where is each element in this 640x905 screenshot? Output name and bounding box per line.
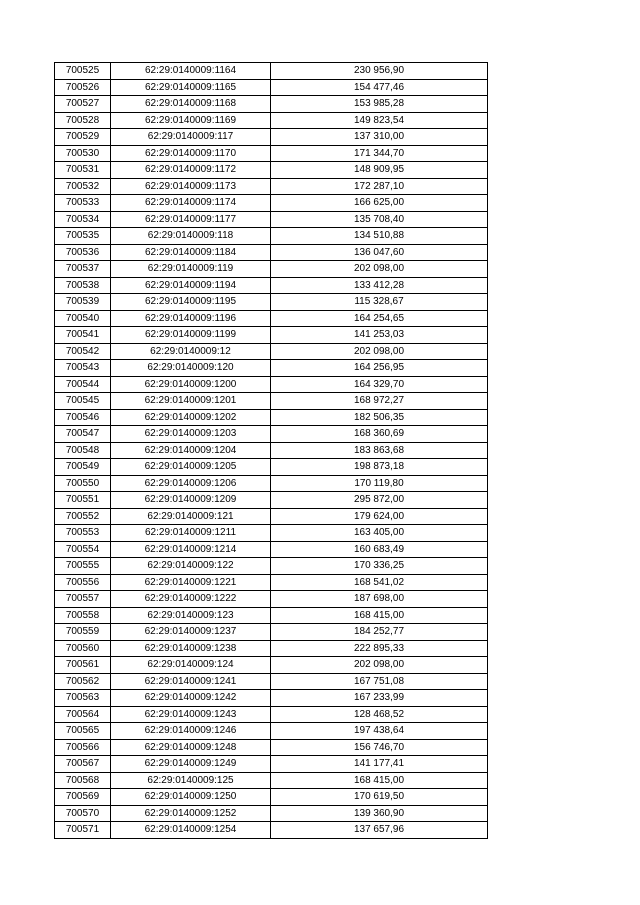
table-row	[55, 112, 488, 129]
row-number-cell: 700554	[55, 541, 111, 558]
cadastral-number-cell: 62:29:0140009:1238	[111, 640, 271, 657]
cadastral-number-cell: 62:29:0140009:1211	[111, 525, 271, 542]
cadastral-number-cell: 62:29:0140009:124	[111, 657, 271, 674]
cadastral-value-cell: 136 047,60	[271, 244, 488, 261]
cadastral-number-cell: 62:29:0140009:12	[111, 343, 271, 360]
table-row	[55, 376, 488, 393]
table-row	[55, 343, 488, 360]
cadastral-value-cell: 187 698,00	[271, 591, 488, 608]
cadastral-value-cell: 172 287,10	[271, 178, 488, 195]
cadastral-value-cell: 164 256,95	[271, 360, 488, 377]
table-row	[55, 508, 488, 525]
row-number-cell: 700536	[55, 244, 111, 261]
cadastral-value-cell: 166 625,00	[271, 195, 488, 212]
row-number-cell: 700526	[55, 79, 111, 96]
cadastral-value-cell: 230 956,90	[271, 63, 488, 80]
row-number-cell: 700553	[55, 525, 111, 542]
row-number-cell: 700550	[55, 475, 111, 492]
cadastral-value-cell: 168 415,00	[271, 607, 488, 624]
cadastral-number-cell: 62:29:0140009:1222	[111, 591, 271, 608]
cadastral-value-cell: 154 477,46	[271, 79, 488, 96]
table-row	[55, 96, 488, 113]
table-row	[55, 261, 488, 278]
cadastral-value-cell: 134 510,88	[271, 228, 488, 245]
row-number-cell: 700548	[55, 442, 111, 459]
row-number-cell: 700527	[55, 96, 111, 113]
table-row	[55, 360, 488, 377]
table-row	[55, 640, 488, 657]
table-row	[55, 310, 488, 327]
cadastral-value-cell: 184 252,77	[271, 624, 488, 641]
cadastral-number-cell: 62:29:0140009:1202	[111, 409, 271, 426]
row-number-cell: 700551	[55, 492, 111, 509]
cadastral-value-cell: 128 468,52	[271, 706, 488, 723]
table-row	[55, 327, 488, 344]
table-row	[55, 558, 488, 575]
cadastral-value-cell: 137 657,96	[271, 822, 488, 839]
row-number-cell: 700552	[55, 508, 111, 525]
cadastral-value-cell: 164 254,65	[271, 310, 488, 327]
cadastral-number-cell: 62:29:0140009:1174	[111, 195, 271, 212]
table-row	[55, 657, 488, 674]
row-number-cell: 700561	[55, 657, 111, 674]
cadastral-number-cell: 62:29:0140009:1165	[111, 79, 271, 96]
cadastral-value-cell: 202 098,00	[271, 657, 488, 674]
row-number-cell: 700571	[55, 822, 111, 839]
cadastral-number-cell: 62:29:0140009:1249	[111, 756, 271, 773]
table-row	[55, 525, 488, 542]
cadastral-value-table	[54, 62, 488, 839]
row-number-cell: 700525	[55, 63, 111, 80]
row-number-cell: 700568	[55, 772, 111, 789]
row-number-cell: 700565	[55, 723, 111, 740]
table-row	[55, 723, 488, 740]
row-number-cell: 700529	[55, 129, 111, 146]
cadastral-number-cell: 62:29:0140009:120	[111, 360, 271, 377]
row-number-cell: 700555	[55, 558, 111, 575]
row-number-cell: 700559	[55, 624, 111, 641]
table-row	[55, 294, 488, 311]
cadastral-value-cell: 179 624,00	[271, 508, 488, 525]
table-row	[55, 591, 488, 608]
cadastral-value-cell: 198 873,18	[271, 459, 488, 476]
table-row	[55, 492, 488, 509]
row-number-cell: 700570	[55, 805, 111, 822]
table-row	[55, 129, 488, 146]
table-body	[55, 63, 488, 839]
cadastral-number-cell: 62:29:0140009:118	[111, 228, 271, 245]
cadastral-number-cell: 62:29:0140009:1194	[111, 277, 271, 294]
table-row	[55, 162, 488, 179]
cadastral-value-cell: 156 746,70	[271, 739, 488, 756]
cadastral-number-cell: 62:29:0140009:1252	[111, 805, 271, 822]
row-number-cell: 700566	[55, 739, 111, 756]
cadastral-number-cell: 62:29:0140009:1164	[111, 63, 271, 80]
table-row	[55, 277, 488, 294]
row-number-cell: 700531	[55, 162, 111, 179]
cadastral-value-cell: 135 708,40	[271, 211, 488, 228]
cadastral-number-cell: 62:29:0140009:1209	[111, 492, 271, 509]
table-row	[55, 805, 488, 822]
row-number-cell: 700557	[55, 591, 111, 608]
row-number-cell: 700560	[55, 640, 111, 657]
table-row	[55, 442, 488, 459]
table-row	[55, 690, 488, 707]
cadastral-number-cell: 62:29:0140009:1168	[111, 96, 271, 113]
cadastral-number-cell: 62:29:0140009:1172	[111, 162, 271, 179]
cadastral-number-cell: 62:29:0140009:1214	[111, 541, 271, 558]
cadastral-number-cell: 62:29:0140009:1250	[111, 789, 271, 806]
cadastral-value-cell: 171 344,70	[271, 145, 488, 162]
row-number-cell: 700537	[55, 261, 111, 278]
cadastral-value-cell: 164 329,70	[271, 376, 488, 393]
row-number-cell: 700545	[55, 393, 111, 410]
table-row	[55, 475, 488, 492]
table-row	[55, 459, 488, 476]
table-row	[55, 145, 488, 162]
row-number-cell: 700569	[55, 789, 111, 806]
row-number-cell: 700562	[55, 673, 111, 690]
cadastral-number-cell: 62:29:0140009:1254	[111, 822, 271, 839]
row-number-cell: 700556	[55, 574, 111, 591]
table-row	[55, 541, 488, 558]
cadastral-number-cell: 62:29:0140009:1177	[111, 211, 271, 228]
row-number-cell: 700549	[55, 459, 111, 476]
table-row	[55, 79, 488, 96]
cadastral-value-cell: 163 405,00	[271, 525, 488, 542]
cadastral-number-cell: 62:29:0140009:1200	[111, 376, 271, 393]
table-row	[55, 574, 488, 591]
cadastral-value-cell: 295 872,00	[271, 492, 488, 509]
cadastral-value-cell: 141 177,41	[271, 756, 488, 773]
cadastral-value-cell: 167 751,08	[271, 673, 488, 690]
cadastral-number-cell: 62:29:0140009:1203	[111, 426, 271, 443]
table-row	[55, 195, 488, 212]
cadastral-value-cell: 202 098,00	[271, 261, 488, 278]
cadastral-number-cell: 62:29:0140009:1221	[111, 574, 271, 591]
cadastral-value-cell: 168 360,69	[271, 426, 488, 443]
table-row	[55, 739, 488, 756]
table-row	[55, 63, 488, 80]
cadastral-value-cell: 133 412,28	[271, 277, 488, 294]
cadastral-value-cell: 153 985,28	[271, 96, 488, 113]
cadastral-number-cell: 62:29:0140009:1196	[111, 310, 271, 327]
table-row	[55, 393, 488, 410]
row-number-cell: 700541	[55, 327, 111, 344]
row-number-cell: 700567	[55, 756, 111, 773]
cadastral-number-cell: 62:29:0140009:122	[111, 558, 271, 575]
cadastral-number-cell: 62:29:0140009:1243	[111, 706, 271, 723]
cadastral-value-cell: 160 683,49	[271, 541, 488, 558]
table-row	[55, 426, 488, 443]
row-number-cell: 700546	[55, 409, 111, 426]
cadastral-value-cell: 182 506,35	[271, 409, 488, 426]
cadastral-number-cell: 62:29:0140009:1206	[111, 475, 271, 492]
table-row	[55, 789, 488, 806]
cadastral-value-cell: 137 310,00	[271, 129, 488, 146]
cadastral-number-cell: 62:29:0140009:121	[111, 508, 271, 525]
cadastral-value-cell: 149 823,54	[271, 112, 488, 129]
cadastral-number-cell: 62:29:0140009:123	[111, 607, 271, 624]
table-row	[55, 178, 488, 195]
cadastral-number-cell: 62:29:0140009:1170	[111, 145, 271, 162]
row-number-cell: 700547	[55, 426, 111, 443]
cadastral-number-cell: 62:29:0140009:1204	[111, 442, 271, 459]
cadastral-number-cell: 62:29:0140009:1173	[111, 178, 271, 195]
cadastral-value-cell: 170 119,80	[271, 475, 488, 492]
row-number-cell: 700543	[55, 360, 111, 377]
cadastral-number-cell: 62:29:0140009:1199	[111, 327, 271, 344]
table-row	[55, 624, 488, 641]
cadastral-number-cell: 62:29:0140009:1205	[111, 459, 271, 476]
table-row	[55, 822, 488, 839]
cadastral-value-cell: 170 619,50	[271, 789, 488, 806]
row-number-cell: 700534	[55, 211, 111, 228]
row-number-cell: 700530	[55, 145, 111, 162]
table-row	[55, 228, 488, 245]
cadastral-number-cell: 62:29:0140009:1241	[111, 673, 271, 690]
table-row	[55, 211, 488, 228]
cadastral-value-cell: 148 909,95	[271, 162, 488, 179]
cadastral-value-cell: 183 863,68	[271, 442, 488, 459]
row-number-cell: 700542	[55, 343, 111, 360]
row-number-cell: 700540	[55, 310, 111, 327]
cadastral-number-cell: 62:29:0140009:1237	[111, 624, 271, 641]
table-row	[55, 706, 488, 723]
cadastral-number-cell: 62:29:0140009:1195	[111, 294, 271, 311]
cadastral-number-cell: 62:29:0140009:117	[111, 129, 271, 146]
cadastral-number-cell: 62:29:0140009:119	[111, 261, 271, 278]
cadastral-number-cell: 62:29:0140009:1184	[111, 244, 271, 261]
cadastral-value-cell: 170 336,25	[271, 558, 488, 575]
row-number-cell: 700532	[55, 178, 111, 195]
row-number-cell: 700539	[55, 294, 111, 311]
row-number-cell: 700538	[55, 277, 111, 294]
cadastral-number-cell: 62:29:0140009:1201	[111, 393, 271, 410]
table-row	[55, 673, 488, 690]
table-row	[55, 607, 488, 624]
row-number-cell: 700558	[55, 607, 111, 624]
cadastral-value-cell: 168 972,27	[271, 393, 488, 410]
row-number-cell: 700563	[55, 690, 111, 707]
row-number-cell: 700564	[55, 706, 111, 723]
table-row	[55, 756, 488, 773]
cadastral-value-cell: 202 098,00	[271, 343, 488, 360]
cadastral-number-cell: 62:29:0140009:1169	[111, 112, 271, 129]
cadastral-value-cell: 115 328,67	[271, 294, 488, 311]
row-number-cell: 700535	[55, 228, 111, 245]
row-number-cell: 700544	[55, 376, 111, 393]
cadastral-number-cell: 62:29:0140009:1242	[111, 690, 271, 707]
cadastral-number-cell: 62:29:0140009:1248	[111, 739, 271, 756]
table-row	[55, 772, 488, 789]
cadastral-value-cell: 168 415,00	[271, 772, 488, 789]
cadastral-value-cell: 167 233,99	[271, 690, 488, 707]
cadastral-value-cell: 141 253,03	[271, 327, 488, 344]
cadastral-number-cell: 62:29:0140009:125	[111, 772, 271, 789]
cadastral-value-cell: 197 438,64	[271, 723, 488, 740]
cadastral-value-cell: 139 360,90	[271, 805, 488, 822]
row-number-cell: 700533	[55, 195, 111, 212]
row-number-cell: 700528	[55, 112, 111, 129]
cadastral-number-cell: 62:29:0140009:1246	[111, 723, 271, 740]
cadastral-value-cell: 168 541,02	[271, 574, 488, 591]
table-row	[55, 244, 488, 261]
table-row	[55, 409, 488, 426]
cadastral-value-cell: 222 895,33	[271, 640, 488, 657]
